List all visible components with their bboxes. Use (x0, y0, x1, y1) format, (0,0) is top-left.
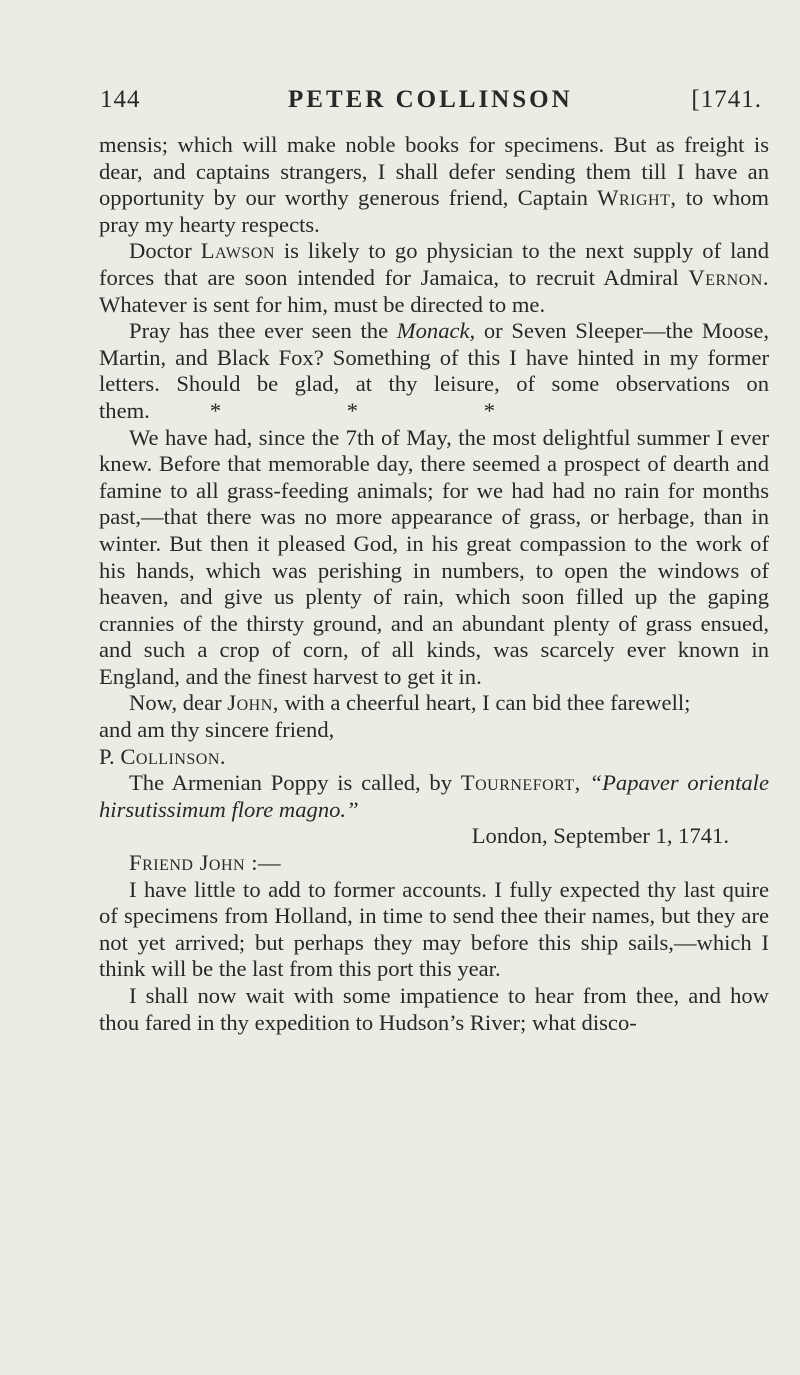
page-body (99, 132, 769, 1036)
paragraph-text: to whom pray my hearty respects. (99, 185, 769, 237)
section-stars: * * * (209, 397, 496, 423)
signature-name: Collinson. (120, 743, 227, 769)
paragraph-impatience: I shall now wait with some impatience to hear from thee, and how thou fared in thy expedition to Hudson’s River; what disco- (99, 983, 769, 1035)
person-name: Lawson (200, 238, 275, 264)
paragraph-text: is likely to go physician to the next supply of land forces that are soon intended for Jamaica, to recruit Admiral (99, 238, 769, 290)
signature-initial: P. (99, 743, 121, 769)
paragraph-text: or Seven Sleeper—the Moose, Martin, and Black Fox? Something of this I have hinted in my former letters. Should be glad, at thy leisure, of some observations on them. (99, 318, 769, 423)
paragraph-lawson (99, 238, 769, 318)
paragraph-summer: We have had, since the 7th of May, the most delightful summer I ever knew. Before that memorable day, there seemed a prospect of dearth and famine to all grass-feeding animals; for we had had no rain for months past,—that there was no more appearance of grass, or herbage, than in winter. But then it pleased God, in his great compassion to the work of his hands, which was perishing in numbers, to open the windows of heaven, and give us plenty of rain, which soon filled up the gaping crannies of the thirsty ground, and an abundant plenty of grass ensued, and such a crop of corn, of all kinds, was scarcely ever known in England, and the finest harvest to get it in. (99, 424, 769, 689)
person-name: Wright, (597, 185, 677, 211)
footnote-poppy (99, 770, 769, 823)
person-name: Tournefort, (460, 770, 581, 796)
paragraph-text: Whatever is sent for him, must be directed to me. (99, 291, 546, 317)
running-title: PETER COLLINSON (288, 86, 573, 113)
paragraph-text: Pray has thee ever seen the (129, 318, 397, 344)
closing-line: and am thy sincere friend, (99, 717, 335, 743)
header-year: [1741. (691, 86, 762, 113)
paragraph-text: with a cheerful heart, I can bid thee farewell; (278, 690, 691, 716)
signature (99, 744, 769, 771)
paragraph-text: The Armenian Poppy is called, by (129, 770, 461, 796)
running-header (100, 86, 762, 126)
italic-term: Monack, (396, 318, 476, 344)
paragraph-text: Now, dear (129, 690, 228, 716)
letter-dateline: London, September 1, 1741. (471, 823, 729, 849)
person-name: John, (227, 690, 279, 716)
paragraph-monack (99, 318, 769, 424)
paragraph-continuation (99, 132, 769, 238)
paragraph-text: Doctor (129, 238, 201, 264)
latin-name: “Papaver orientale hirsutissimum flore magno.” (99, 770, 769, 822)
paragraph-specimens: I have little to add to former accounts. I fully expected thy last quire of specimens from Holland, in time to send thee their names, but they are not yet arrived; but perhaps they may before this ship sails,—which I think will be the last from this port this year. (99, 876, 769, 982)
paragraph-text: mensis; which will make noble books for specimens. But as freight is dear, and captains strangers, I shall defer sending them till I have an opportunity by our worthy generous friend, Captain (99, 132, 769, 211)
letter-salutation: Friend John :— (129, 850, 282, 876)
page-number: 144 (100, 86, 141, 113)
paragraph-farewell (99, 690, 769, 717)
person-name: Vernon. (688, 264, 769, 290)
